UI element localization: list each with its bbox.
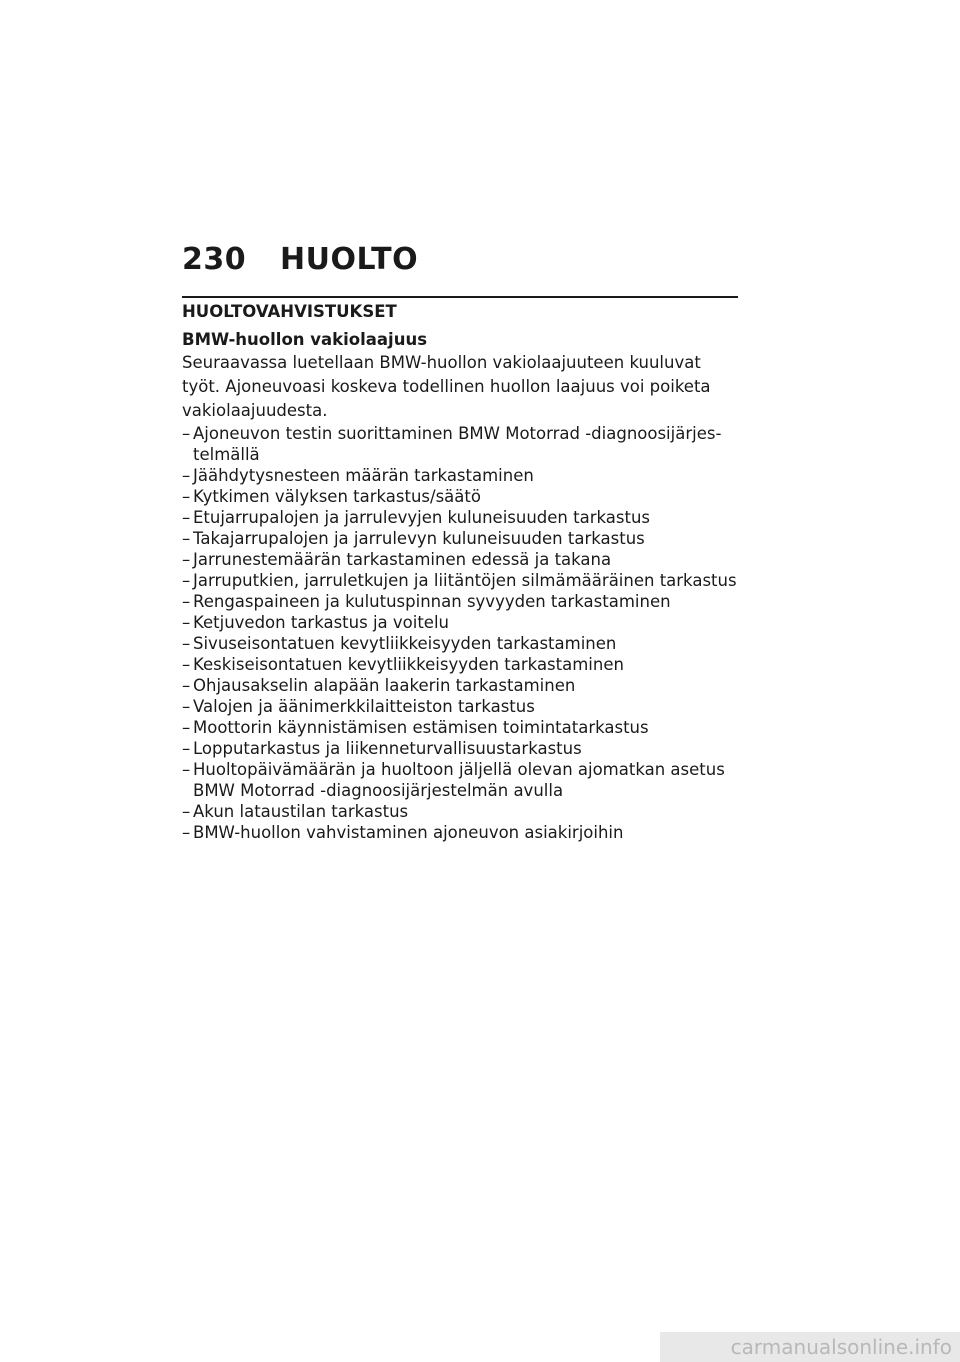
intro-line: Seuraavassa luetellaan BMW-huollon vakiolaajuuteen kuuluvat: [182, 353, 701, 372]
task-text: Keskiseisontatuen kevytliikkeisyyden tarkastaminen: [193, 655, 624, 674]
list-item: [182, 570, 738, 591]
intro-line: työt. Ajoneuvoasi koskeva todellinen huollon laajuus voi poiketa: [182, 377, 711, 396]
task-text: Moottorin käynnistämisen estämisen toimintatarkastus: [193, 718, 649, 737]
maintenance-task-list: [182, 423, 738, 843]
task-text: Huoltopäivämäärän ja huoltoon jäljellä olevan ajomatkan asetus: [193, 760, 725, 779]
task-text: BMW-huollon vahvistaminen ajoneuvon asiakirjoihin: [193, 823, 624, 842]
list-item: [182, 759, 738, 801]
task-text: Akun lataustilan tarkastus: [193, 802, 409, 821]
page-header: [182, 240, 738, 288]
list-item: [182, 528, 738, 549]
intro-line: vakiolaajuudesta.: [182, 401, 328, 420]
task-text: Ajoneuvon testin suorittaminen BMW Motorrad -diagnoosijärjes-: [193, 424, 722, 443]
list-item: [182, 801, 738, 822]
page-number: 230: [182, 242, 247, 277]
list-item: [182, 507, 738, 528]
intro-paragraph: [182, 351, 738, 423]
task-text: Ohjausakselin alapään laakerin tarkastaminen: [193, 676, 576, 695]
list-item: [182, 696, 738, 717]
list-item: [182, 486, 738, 507]
task-text: Rengaspaineen ja kulutuspinnan syvyyden tarkastaminen: [193, 592, 671, 611]
section-title: HUOLTOVAHVISTUKSET: [182, 302, 397, 321]
chapter-title: HUOLTO: [280, 242, 419, 277]
list-item: [182, 654, 738, 675]
header-divider: [182, 296, 738, 298]
task-text: Etujarrupalojen ja jarrulevyjen kuluneisuuden tarkastus: [193, 508, 650, 527]
task-text: Ketjuvedon tarkastus ja voitelu: [193, 613, 449, 632]
watermark: carmanualsonline.info: [660, 1332, 960, 1362]
task-text-continued: BMW Motorrad -diagnoosijärjestelmän avulla: [193, 781, 564, 800]
task-text: Sivuseisontatuen kevytliikkeisyyden tarkastaminen: [193, 634, 617, 653]
list-item: [182, 822, 738, 843]
task-text: Takajarrupalojen ja jarrulevyn kuluneisuuden tarkastus: [193, 529, 645, 548]
task-text: Valojen ja äänimerkkilaitteiston tarkastus: [193, 697, 535, 716]
list-item: [182, 717, 738, 738]
task-text: Kytkimen välyksen tarkastus/säätö: [193, 487, 481, 506]
list-item: [182, 675, 738, 696]
list-item: [182, 612, 738, 633]
list-item: [182, 423, 738, 465]
manual-page: [182, 240, 738, 843]
task-text: Jäähdytysnesteen määrän tarkastaminen: [193, 466, 534, 485]
task-text-continued: telmällä: [193, 445, 260, 464]
list-item: [182, 591, 738, 612]
task-text: Jarruputkien, jarruletkujen ja liitäntöjen silmämääräinen tarkastus: [193, 571, 737, 590]
list-item: [182, 633, 738, 654]
list-item: [182, 465, 738, 486]
list-item: [182, 549, 738, 570]
list-item: [182, 738, 738, 759]
task-text: Lopputarkastus ja liikenneturvallisuustarkastus: [193, 739, 582, 758]
subsection-title: BMW-huollon vakiolaajuus: [182, 330, 428, 349]
task-text: Jarrunestemäärän tarkastaminen edessä ja takana: [193, 550, 612, 569]
